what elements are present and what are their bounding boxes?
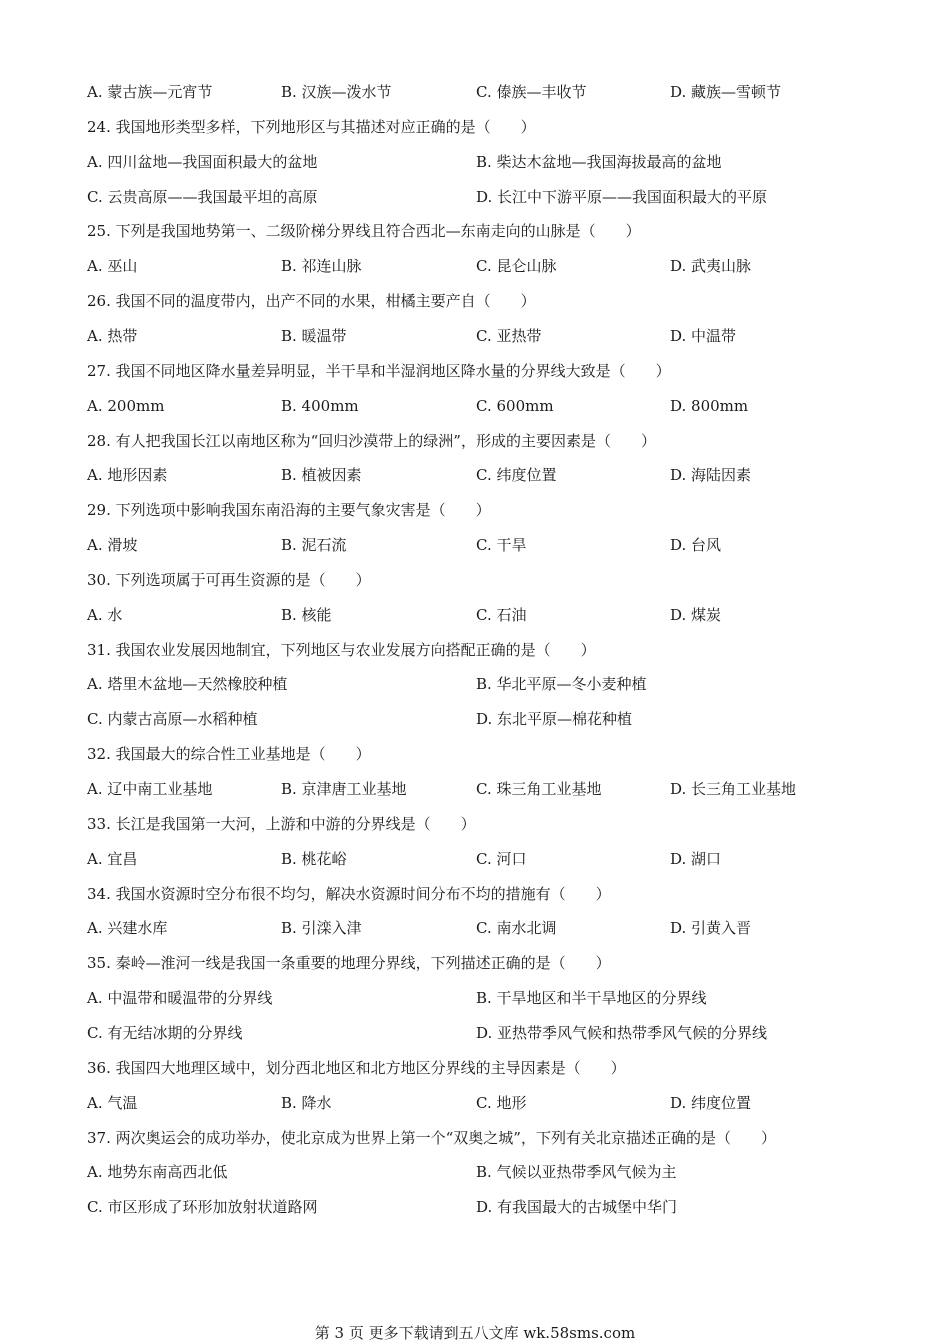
answer-option: A. 中温带和暖温带的分界线 <box>87 989 273 1007</box>
answer-option: A. 蒙古族—元宵节 <box>87 83 213 101</box>
answer-option: B. 干旱地区和半干旱地区的分界线 <box>476 989 707 1007</box>
answer-option: D. 煤炭 <box>670 606 722 624</box>
question-line <box>0 219 950 243</box>
page-footer: 第 3 页 更多下载请到五八文库 wk.58sms.com <box>314 1324 636 1342</box>
answer-option: B. 祁连山脉 <box>281 257 362 275</box>
answer-option: D. 湖口 <box>670 850 722 868</box>
answer-option: B. 京津唐工业基地 <box>281 780 407 798</box>
answer-option: B. 暖温带 <box>281 327 347 345</box>
answer-option: A. 宜昌 <box>87 850 138 868</box>
options-line <box>0 254 950 278</box>
answer-option: C. 亚热带 <box>476 327 542 345</box>
answer-option: A. 巫山 <box>87 257 138 275</box>
answer-option: A. 兴建水库 <box>87 919 168 937</box>
answer-option: A. 热带 <box>87 327 138 345</box>
answer-option: C. 地形 <box>476 1094 527 1112</box>
options-line <box>0 324 950 348</box>
question-line <box>0 1126 950 1150</box>
answer-option: C. 石油 <box>476 606 527 624</box>
question-line <box>0 882 950 906</box>
options-line <box>0 394 950 418</box>
options-line <box>0 1091 950 1115</box>
question-text: 24. 我国地形类型多样，下列地形区与其描述对应正确的是（ ） <box>87 118 536 136</box>
options-line <box>0 1160 950 1184</box>
answer-option: D. 长江中下游平原——我国面积最大的平原 <box>476 188 768 206</box>
answer-option: A. 地形因素 <box>87 466 168 484</box>
question-text: 33. 长江是我国第一大河，上游和中游的分界线是（ ） <box>87 815 476 833</box>
answer-option: C. 昆仑山脉 <box>476 257 557 275</box>
question-text: 31. 我国农业发展因地制宜，下列地区与农业发展方向搭配正确的是（ ） <box>87 641 596 659</box>
options-line <box>0 1195 950 1219</box>
options-line <box>0 847 950 871</box>
question-text: 32. 我国最大的综合性工业基地是（ ） <box>87 745 371 763</box>
answer-option: D. 东北平原—棉花种植 <box>476 710 633 728</box>
answer-option: D. 长三角工业基地 <box>670 780 797 798</box>
answer-option: C. 傣族—丰收节 <box>476 83 587 101</box>
answer-option: C. 南水北调 <box>476 919 557 937</box>
question-text: 30. 下列选项属于可再生资源的是（ ） <box>87 571 371 589</box>
question-text: 26. 我国不同的温度带内，出产不同的水果，柑橘主要产自（ ） <box>87 292 536 310</box>
options-line <box>0 463 950 487</box>
options-line <box>0 707 950 731</box>
answer-option: A. 气温 <box>87 1094 138 1112</box>
answer-option: B. 植被因素 <box>281 466 362 484</box>
question-text: 25. 下列是我国地势第一、二级阶梯分界线且符合西北—东南走向的山脉是（ ） <box>87 222 641 240</box>
question-line <box>0 115 950 139</box>
answer-option: A. 滑坡 <box>87 536 138 554</box>
answer-option: B. 泥石流 <box>281 536 347 554</box>
answer-option: B. 华北平原—冬小麦种植 <box>476 675 647 693</box>
answer-option: D. 纬度位置 <box>670 1094 752 1112</box>
answer-option: B. 柴达木盆地—我国海拔最高的盆地 <box>476 153 722 171</box>
options-line <box>0 603 950 627</box>
question-line <box>0 812 950 836</box>
question-line <box>0 359 950 383</box>
answer-option: C. 市区形成了环形加放射状道路网 <box>87 1198 318 1216</box>
answer-option: D. 有我国最大的古城堡中华门 <box>476 1198 678 1216</box>
options-line <box>0 986 950 1010</box>
answer-option: C. 云贵高原——我国最平坦的高原 <box>87 188 318 206</box>
options-line <box>0 672 950 696</box>
answer-option: A. 辽中南工业基地 <box>87 780 213 798</box>
answer-option: A. 水 <box>87 606 123 624</box>
answer-option: A. 地势东南高西北低 <box>87 1163 228 1181</box>
question-text: 35. 秦岭—淮河一线是我国一条重要的地理分界线，下列描述正确的是（ ） <box>87 954 611 972</box>
answer-option: A. 塔里木盆地—天然橡胶种植 <box>87 675 288 693</box>
answer-option: C. 珠三角工业基地 <box>476 780 602 798</box>
answer-option: A. 四川盆地—我国面积最大的盆地 <box>87 153 318 171</box>
options-line <box>0 533 950 557</box>
options-line <box>0 185 950 209</box>
answer-option: C. 有无结冰期的分界线 <box>87 1024 243 1042</box>
question-text: 27. 我国不同地区降水量差异明显，半干旱和半湿润地区降水量的分界线大致是（ ） <box>87 362 671 380</box>
options-line <box>0 150 950 174</box>
answer-option: D. 藏族—雪顿节 <box>670 83 782 101</box>
answer-option: C. 纬度位置 <box>476 466 557 484</box>
answer-option: D. 台风 <box>670 536 722 554</box>
answer-option: D. 亚热带季风气候和热带季风气候的分界线 <box>476 1024 768 1042</box>
answer-option: C. 600mm <box>476 397 554 415</box>
question-line <box>0 638 950 662</box>
answer-option: D. 海陆因素 <box>670 466 752 484</box>
options-line <box>0 916 950 940</box>
answer-option: A. 200mm <box>87 397 165 415</box>
question-line <box>0 289 950 313</box>
answer-option: D. 800mm <box>670 397 749 415</box>
answer-option: B. 降水 <box>281 1094 332 1112</box>
question-text: 34. 我国水资源时空分布很不均匀，解决水资源时间分布不均的措施有（ ） <box>87 885 611 903</box>
answer-option: D. 引黄入晋 <box>670 919 752 937</box>
question-line <box>0 498 950 522</box>
options-line <box>0 777 950 801</box>
answer-option: D. 中温带 <box>670 327 737 345</box>
answer-option: B. 核能 <box>281 606 332 624</box>
question-text: 28. 有人把我国长江以南地区称为“回归沙漠带上的绿洲”，形成的主要因素是（ ） <box>87 432 656 450</box>
answer-option: D. 武夷山脉 <box>670 257 752 275</box>
answer-option: C. 干旱 <box>476 536 527 554</box>
question-line <box>0 429 950 453</box>
question-text: 36. 我国四大地理区域中，划分西北地区和北方地区分界线的主导因素是（ ） <box>87 1059 626 1077</box>
answer-option: C. 内蒙古高原—水稻种植 <box>87 710 258 728</box>
answer-option: B. 气候以亚热带季风气候为主 <box>476 1163 677 1181</box>
answer-option: B. 400mm <box>281 397 359 415</box>
answer-option: B. 桃花峪 <box>281 850 347 868</box>
question-text: 29. 下列选项中影响我国东南沿海的主要气象灾害是（ ） <box>87 501 491 519</box>
question-line <box>0 742 950 766</box>
options-line <box>0 1021 950 1045</box>
question-line <box>0 1056 950 1080</box>
options-line <box>0 80 950 104</box>
question-text: 37. 两次奥运会的成功举办，使北京成为世界上第一个“双奥之城”，下列有关北京描述正确的是（ ） <box>87 1129 776 1147</box>
answer-option: C. 河口 <box>476 850 527 868</box>
answer-option: B. 汉族—泼水节 <box>281 83 392 101</box>
answer-option: B. 引滦入津 <box>281 919 362 937</box>
question-line <box>0 568 950 592</box>
question-line <box>0 951 950 975</box>
